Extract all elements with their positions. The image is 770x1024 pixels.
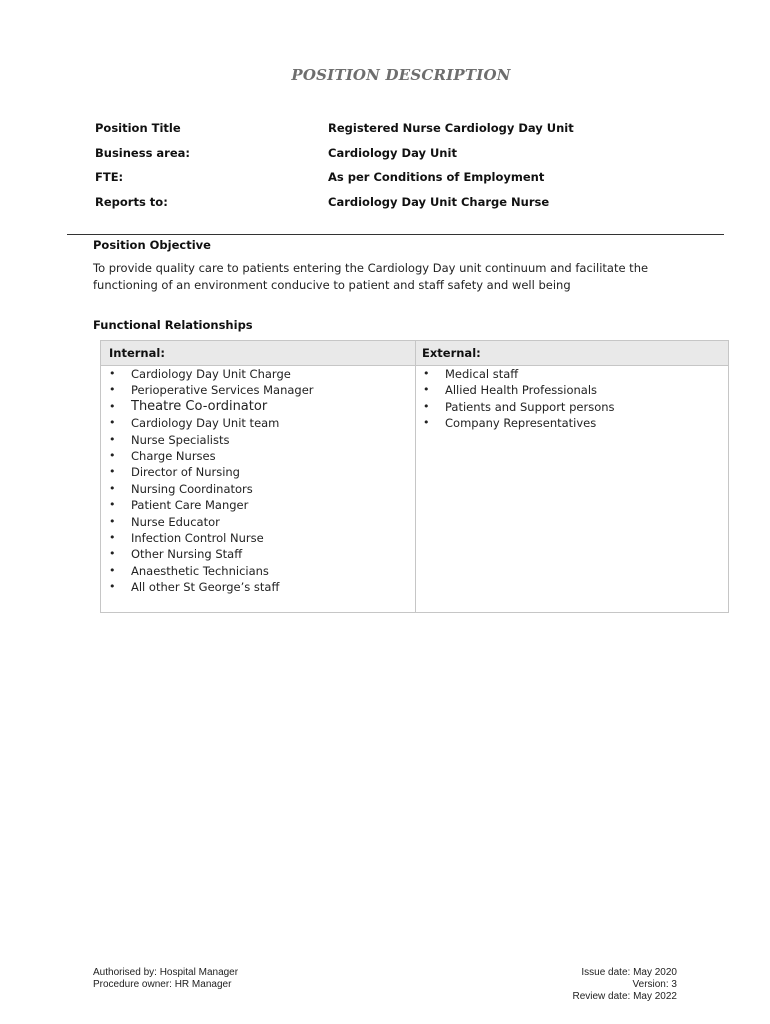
list-item: • Director of Nursing xyxy=(108,464,314,480)
list-item: • Perioperative Services Manager xyxy=(108,382,314,398)
procedure-owner: Procedure owner: HR Manager xyxy=(93,979,232,990)
info-label: FTE: xyxy=(95,170,124,184)
review-date: Review date: May 2022 xyxy=(572,991,677,1002)
list-item: • Patient Care Manger xyxy=(108,497,314,513)
info-label: Reports to: xyxy=(95,195,168,209)
issue-date: Issue date: May 2020 xyxy=(581,967,677,978)
info-value: As per Conditions of Employment xyxy=(328,170,545,184)
list-item: • Theatre Co-ordinator xyxy=(108,399,314,415)
list-item: • Nursing Coordinators xyxy=(108,481,314,497)
list-item: • Allied Health Professionals xyxy=(422,382,615,398)
list-item: • All other St George’s staff xyxy=(108,579,314,595)
external-column-header: External: xyxy=(422,346,481,360)
position-objective-heading: Position Objective xyxy=(93,238,211,252)
list-item: • Other Nursing Staff xyxy=(108,546,314,562)
list-item: • Nurse Educator xyxy=(108,514,314,530)
list-item: • Company Representatives xyxy=(422,415,615,431)
info-value: Cardiology Day Unit xyxy=(328,146,457,160)
position-objective-text: To provide quality care to patients entering the Cardiology Day unit continuum and facilitate the functioning of an environment conducive to patient and staff safety and well being xyxy=(93,261,649,292)
list-item: • Charge Nurses xyxy=(108,448,314,464)
list-item: • Patients and Support persons xyxy=(422,399,615,415)
list-item: • Cardiology Day Unit team xyxy=(108,415,314,431)
info-value: Cardiology Day Unit Charge Nurse xyxy=(328,195,550,209)
column-divider xyxy=(415,341,416,612)
info-value: Registered Nurse Cardiology Day Unit xyxy=(328,121,574,135)
info-label: Position Title xyxy=(95,121,181,135)
list-item: • Cardiology Day Unit Charge xyxy=(108,366,314,382)
functional-relationships-heading: Functional Relationships xyxy=(93,318,253,332)
info-label: Business area: xyxy=(95,146,191,160)
internal-list xyxy=(108,366,314,596)
functional-relationships-table xyxy=(100,340,729,613)
internal-column-header: Internal: xyxy=(109,346,165,360)
section-divider xyxy=(67,234,724,235)
external-list xyxy=(422,366,615,432)
footer-right xyxy=(572,967,677,1003)
list-item: • Medical staff xyxy=(422,366,615,382)
version: Version: 3 xyxy=(632,979,677,990)
list-item: • Infection Control Nurse xyxy=(108,530,314,546)
list-item: • Anaesthetic Technicians xyxy=(108,563,314,579)
authorised-by: Authorised by: Hospital Manager xyxy=(93,967,239,978)
document-title: POSITION DESCRIPTION xyxy=(291,66,511,84)
footer-left xyxy=(93,967,238,991)
list-item: • Nurse Specialists xyxy=(108,432,314,448)
